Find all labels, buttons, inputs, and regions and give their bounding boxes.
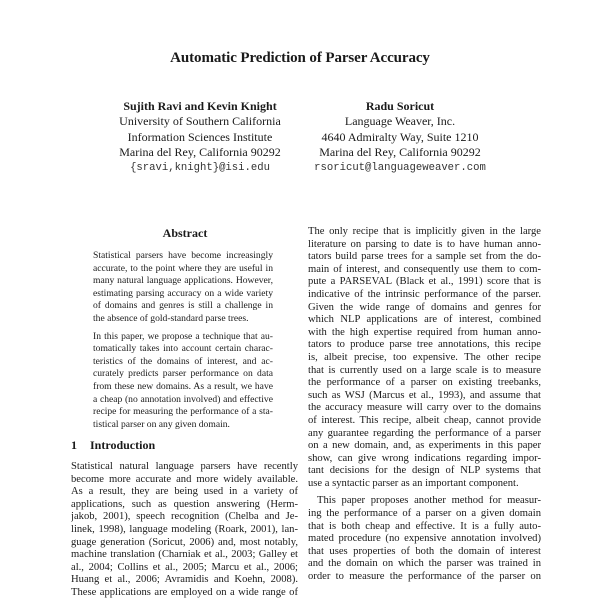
text-line: on a new domain, and, as experiments in this paper [308, 440, 541, 452]
author-names: Radu Soricut [365, 99, 435, 113]
text-line: the absence of gold-standard parse trees. [93, 312, 249, 324]
text-line: and the domain on which the parser was trained in [308, 558, 541, 570]
affiliation-line: University of Southern California [119, 114, 281, 129]
text-line: the performance of a parser on existing treebanks, [308, 377, 541, 389]
text-line: is, albeit precise, too expensive. The other recipe [308, 351, 541, 363]
text-line: curately predicts parser performance on data [93, 368, 273, 380]
section-title: Introduction [90, 438, 156, 452]
text-line: tant decisions for the design of NLP systems that [308, 465, 541, 477]
text-line: jakob, 2001), speech recognition (Chelba and Je- [71, 511, 298, 523]
text-line: Given the wide range of domains and genres for [308, 301, 541, 313]
author-names: Sujith Ravi and Kevin Knight [123, 99, 277, 113]
text-line: In this paper, we propose a technique that au- [93, 330, 273, 342]
text-line: which NLP applications are of interest, combined [308, 314, 541, 326]
text-line: guage generation (Soricut, 2006) and, most notably, [71, 536, 298, 548]
text-line: that is currently used on a large scale is to measure [308, 364, 541, 376]
text-line: that is both cheap and effective. It is a fully auto- [308, 520, 541, 532]
affiliation-line: Information Sciences Institute [127, 129, 273, 144]
text-line: from these new domains. As a result, we have [93, 380, 273, 392]
abstract-heading: Abstract [162, 226, 208, 240]
text-line: that uses properties of both the domain of interest [308, 545, 541, 557]
text-line: indicative of the intrinsic performance of the parser. [308, 288, 541, 300]
text-line: the accuracy measure will carry over to the domains [308, 402, 541, 414]
text-line: of domains and genres is still a challenge in [93, 300, 273, 312]
author-block-isi [105, 99, 295, 176]
text-line: tators build parse trees for a sample set from the do- [308, 251, 541, 263]
text-line: tistical parser on any given domain. [93, 418, 230, 430]
text-line: of interest. This recipe, albeit cheap, cannot provide [308, 414, 541, 426]
text-line: This paper proposes another method for measur- [317, 495, 541, 507]
text-line: applications, such as question answering (Herm- [71, 498, 298, 510]
author-email: {sravi,knight}@isi.edu [130, 161, 270, 174]
text-line: These applications are employed on a wide range of [71, 586, 298, 598]
text-line: linek, 1998), language modeling (Roark, 2001), lan- [71, 523, 298, 535]
text-line: pute a PARSEVAL (Black et al., 1991) score that is [308, 276, 541, 288]
text-line: such as WSJ (Marcus et al., 1993), and assume that [308, 389, 541, 401]
text-line: mated procedure (no expensive annotation involved) [308, 533, 541, 545]
text-line: al., 2004; Collins et al., 2005; Marcu et al., 2006; [71, 561, 298, 573]
text-line: any guarantee regarding the performance of a parser [308, 427, 541, 439]
abstract-body [93, 250, 273, 431]
text-line: many natural language applications. However, [93, 275, 273, 287]
section-number: 1 [71, 438, 77, 452]
text-line: teristics of the domains of interest, and ac- [93, 355, 273, 367]
introduction-body-left [71, 461, 298, 600]
text-line: show, can give wrong indications regarding impor- [308, 452, 541, 464]
text-line: As a result, they are being used in a variety of [71, 486, 298, 498]
affiliation-line: Language Weaver, Inc. [344, 114, 456, 129]
text-line: with the high expertise required from human anno- [308, 326, 541, 338]
introduction-body-right [308, 226, 541, 584]
text-line: Statistical parsers have become increasingly [93, 250, 273, 261]
paper-title: Automatic Prediction of Parser Accuracy [170, 50, 430, 66]
text-line: accurate, to the point where they are useful in [93, 262, 273, 274]
text-line: The only recipe that is implicitly given in the large [308, 226, 541, 237]
text-line: literature on parsing to date is to have human anno- [308, 238, 541, 250]
text-line: a cheap (no annotation involved) and effective [93, 393, 273, 405]
text-line: Huang et al., 2006; Avramidis and Koehn, 2008). [71, 574, 298, 586]
text-line: become more accurate and more widely available. [71, 473, 298, 485]
author-block-language-weaver [300, 99, 500, 176]
text-line: recipe for measuring the performance of a sta- [93, 406, 273, 418]
affiliation-line: 4640 Admiralty Way, Suite 1210 [321, 129, 479, 144]
text-line: tomatically takes into account certain charac- [93, 343, 273, 355]
text-line: machine translation (Charniak et al., 2003; Galley et [71, 549, 298, 561]
text-line: ing the performance of a parser on a given domain [308, 508, 541, 520]
section-heading-introduction [71, 438, 155, 453]
affiliation-line: Marina del Rey, California 90292 [319, 145, 481, 160]
text-line: Statistical natural language parsers have recently [71, 461, 298, 472]
author-email: rsoricut@languageweaver.com [314, 161, 486, 174]
affiliation-line: Marina del Rey, California 90292 [119, 145, 281, 160]
text-line: order to measure the performance of the parser on [308, 571, 541, 583]
text-line: use a syntactic parser as an important component. [308, 477, 519, 489]
text-line: tators to produce parse tree annotations, this recipe [308, 339, 541, 351]
text-line: main of interest, and consequently use them to com- [308, 263, 541, 275]
text-line: estimating parsing accuracy on a wide variety [93, 287, 273, 299]
